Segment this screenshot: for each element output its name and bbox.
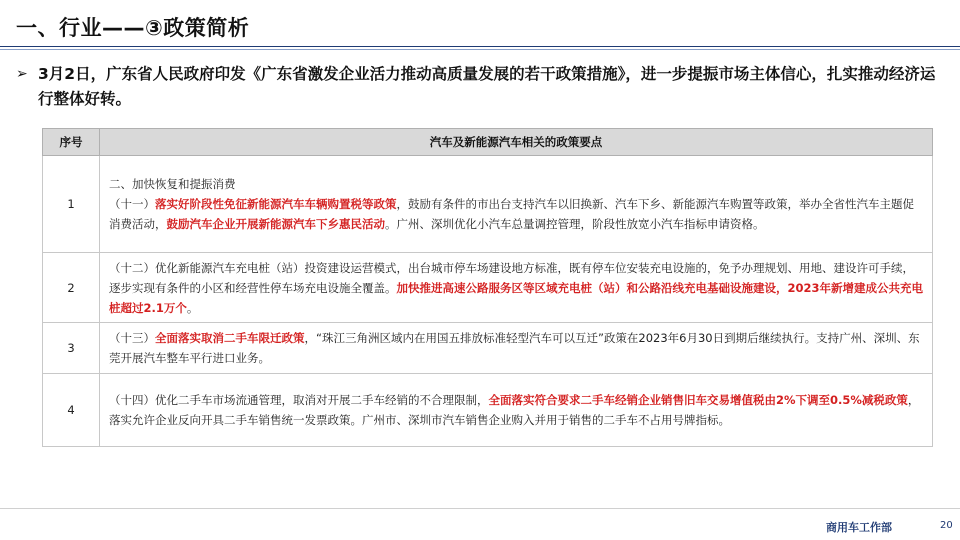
policy-table — [42, 128, 933, 447]
policy-text: （十四）优化二手车市场流通管理，取消对开展二手车经销的不合理限制， — [109, 393, 489, 407]
table-row — [43, 323, 933, 374]
row-num: 3 — [43, 323, 100, 374]
table-header-row — [43, 129, 933, 156]
slide-title: 一、行业——③政策简析 — [16, 16, 250, 40]
highlighted-policy-text: 全面落实取消二手车限迁政策 — [155, 331, 305, 345]
title-divider-thin — [0, 49, 960, 50]
intro-bullet — [16, 62, 936, 112]
row-content — [100, 253, 933, 323]
policy-text: 。广州、深圳优化小汽车总量调控管理，阶段性放宽小汽车指标申请资格。 — [385, 217, 765, 231]
table-row — [43, 374, 933, 447]
header-num: 序号 — [43, 129, 100, 156]
row-num: 4 — [43, 374, 100, 447]
header-content: 汽车及新能源汽车相关的政策要点 — [100, 129, 933, 156]
highlighted-policy-text: 加快推进高速公路服务区等区域充电桩（站）和公路沿线充电基础设施建设，2023年新增建成公共充电桩超过2.1万个 — [109, 280, 924, 315]
title-divider — [0, 46, 960, 47]
page-number: 20 — [940, 520, 953, 531]
table-row — [43, 253, 933, 323]
policy-text: （十一） — [109, 197, 155, 211]
row-num: 1 — [43, 156, 100, 253]
table-row — [43, 156, 933, 253]
highlighted-policy-text: 鼓励汽车企业开展新能源汽车下乡惠民活动 — [166, 217, 385, 231]
row-content — [100, 156, 933, 253]
policy-text: 二、加快恢复和提振消费 — [109, 177, 236, 191]
policy-text: （十二）优化新能源汽车充电桩（站）投资建设运营模式，出台城市停车场建设地方标准，既有停车位安装充电设施的，免予办理规划、用地、建设许可手续，逐步实现有条件的小区和经营性停车场充电设施全覆盖。 — [109, 260, 914, 295]
highlighted-policy-text: 落实好阶段性免征新能源汽车车辆购置税等政策 — [155, 197, 397, 211]
highlighted-policy-text: 全面落实符合要求二手车经销企业销售旧车交易增值税由2%下调至0.5%减税政策 — [488, 393, 908, 407]
row-content — [100, 374, 933, 447]
row-num: 2 — [43, 253, 100, 323]
policy-text: ，“珠江三角洲区域内在用国五排放标准轻型汽车可以互迁”政策在2023年6月30日到期后继续执行。支持广州、深圳、东莞开展汽车整车平行进口业务。 — [109, 331, 920, 365]
footer-department: 商用车工作部 — [826, 521, 892, 534]
row-content — [100, 323, 933, 374]
intro-bullet-text: 3月2日，广东省人民政府印发《广东省激发企业活力推动高质量发展的若干政策措施》，进一步提振市场主体信心，扎实推动经济运行整体好转。 — [38, 65, 936, 108]
policy-text: （十三） — [109, 331, 155, 345]
arrow-bullet-icon: ➢ — [16, 66, 28, 82]
policy-text: 。 — [186, 300, 199, 315]
footer-divider — [0, 508, 960, 509]
policy-text: ，鼓励有条件的市出台支持汽车以旧换新、汽车下乡、新能源汽车购置等政策，举办全省性汽车主题促消费活动， — [109, 197, 914, 231]
policy-text: ，落实允许企业反向开具二手车销售统一发票政策。广州市、深圳市汽车销售企业购入并用于销售的二手车不占用号牌指标。 — [109, 393, 920, 427]
